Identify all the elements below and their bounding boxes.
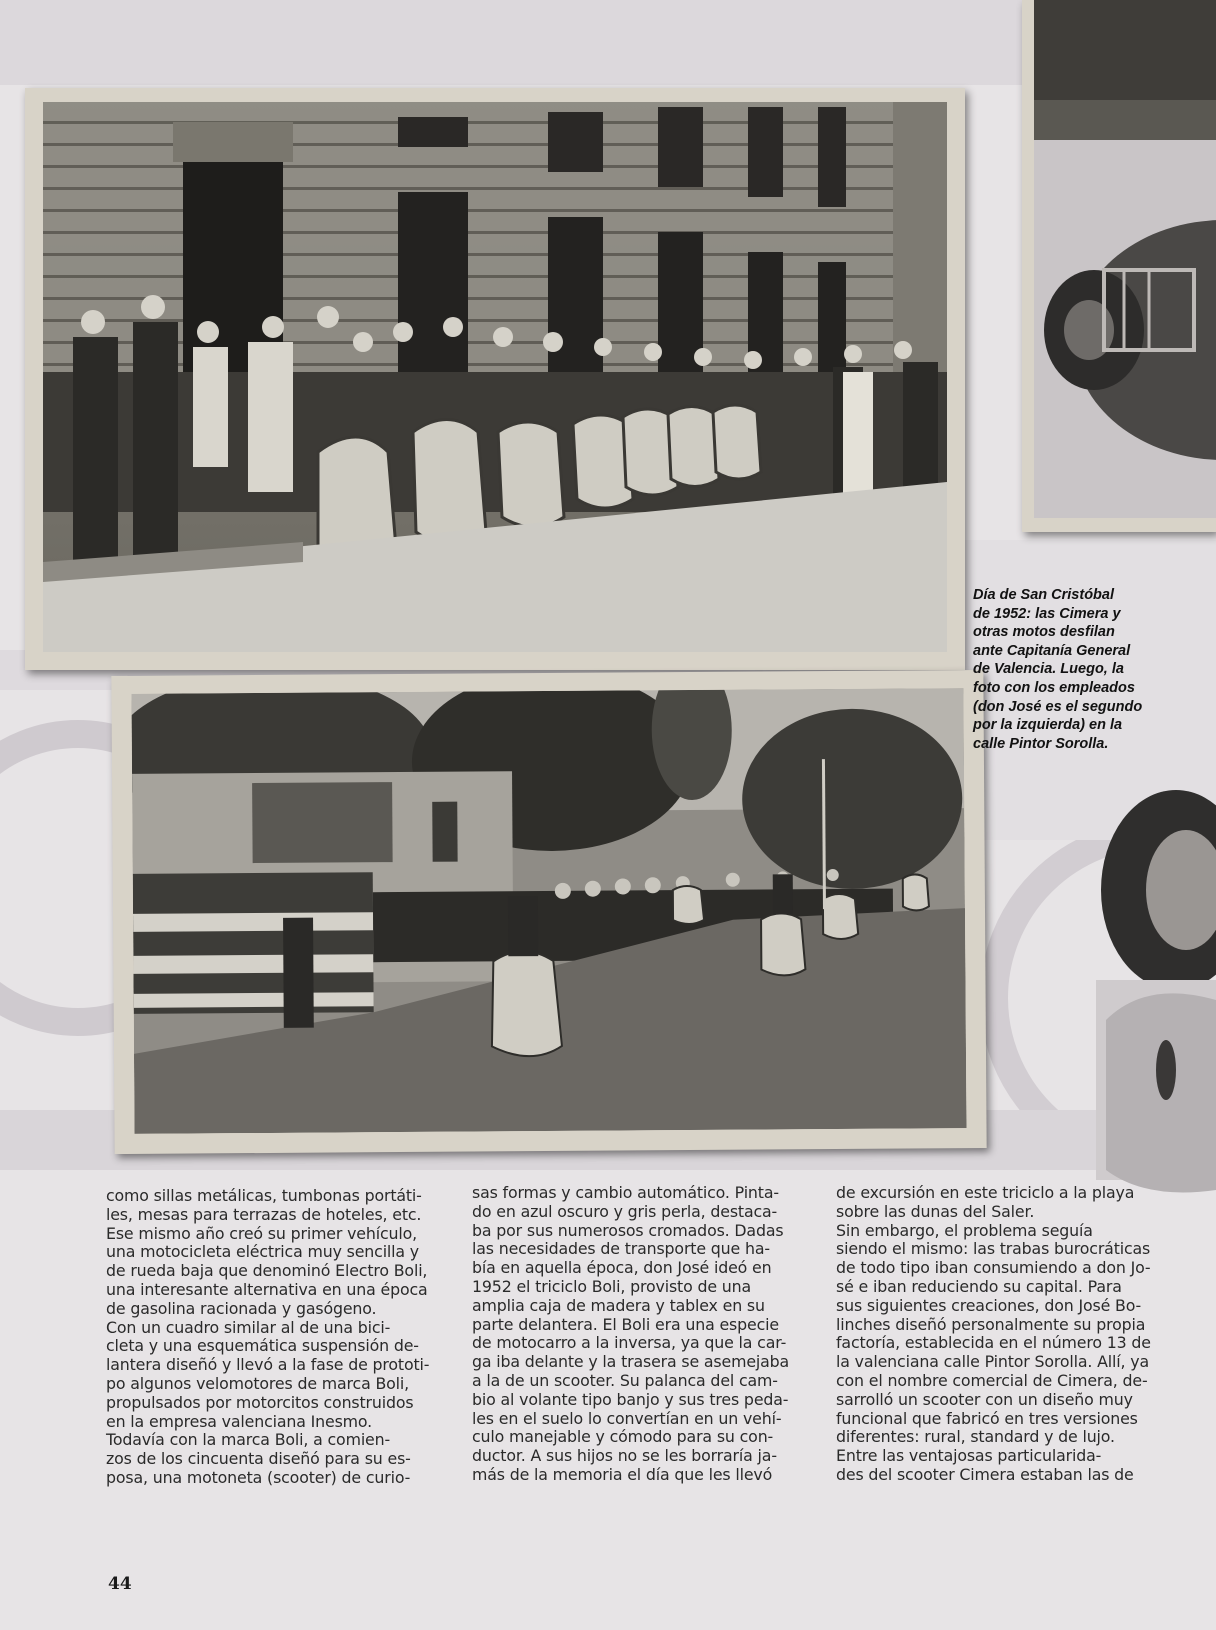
text-line: siendo el mismo: las trabas burocráticas xyxy=(836,1239,1151,1259)
photo-parade xyxy=(111,670,986,1154)
text-line: con el nombre comercial de Cimera, de- xyxy=(836,1370,1148,1390)
text-line: a la de un scooter. Su palanca del cam- xyxy=(472,1370,778,1390)
scooter-rear-detail-image xyxy=(1034,0,1216,518)
text-line: 1952 el triciclo Boli, provisto de una xyxy=(472,1276,752,1296)
text-line: cleta y una esquemática suspensión de- xyxy=(106,1336,419,1356)
text-line: ductor. A sus hijos no se les borraría ja- xyxy=(472,1446,777,1466)
text-line: sobre las dunas del Saler. xyxy=(836,1201,1035,1221)
body-text-column-3 xyxy=(836,1184,1166,1485)
text-line: de excursión en este triciclo a la playa xyxy=(836,1183,1135,1202)
caption-line: calle Pintor Sorolla. xyxy=(973,735,1109,752)
caption-line: (don José es el segundo xyxy=(973,698,1143,715)
text-line: bía en aquella época, don José ideó en xyxy=(472,1258,772,1278)
text-line: parte delantera. El Boli era una especie xyxy=(472,1314,779,1334)
text-line: de rueda baja que denominó Electro Boli, xyxy=(106,1261,428,1281)
text-line: de motocarro a la inversa, ya que la car- xyxy=(472,1333,787,1353)
text-line: más de la memoria el día que les llevó xyxy=(472,1464,773,1484)
caption-line: otras motos desfilan xyxy=(973,624,1115,641)
text-line: ga iba delante y la trasera se asemejaba xyxy=(472,1352,790,1372)
photo-employee-group xyxy=(25,88,965,670)
photo-caption xyxy=(973,586,1159,753)
caption-line: ante Capitanía General xyxy=(973,642,1131,659)
text-line: la valenciana calle Pintor Sorolla. Allí, ya xyxy=(836,1352,1149,1372)
text-line: sarrolló un scooter con un diseño muy xyxy=(836,1389,1133,1409)
text-line: propulsados por motorcitos construidos xyxy=(106,1392,414,1412)
caption-line: Día de San Cristóbal xyxy=(973,587,1115,603)
page-number: 44 xyxy=(108,1574,132,1594)
text-line: como sillas metálicas, tumbonas portáti- xyxy=(106,1186,422,1205)
text-line: les, mesas para terrazas de hoteles, etc. xyxy=(106,1204,422,1224)
text-line: des del scooter Cimera estaban las de xyxy=(836,1464,1134,1484)
text-line: Entre las ventajosas particularida- xyxy=(836,1446,1102,1466)
caption-line: foto con los empleados xyxy=(973,679,1135,696)
text-line: sus siguientes creaciones, don José Bo- xyxy=(836,1295,1142,1315)
text-line: en la empresa valenciana Inesmo. xyxy=(106,1411,373,1431)
text-line: de todo tipo iban consumiendo a don Jo- xyxy=(836,1258,1151,1278)
text-line: Ese mismo año creó su primer vehículo, xyxy=(106,1223,417,1243)
text-line: linches diseñó personalmente su propia xyxy=(836,1314,1146,1334)
text-line: amplia caja de madera y tablex en su xyxy=(472,1295,765,1315)
text-line: funcional que fabricó en tres versiones xyxy=(836,1408,1138,1428)
text-line: Con un cuadro similar al de una bici- xyxy=(106,1317,391,1337)
caption-line: de Valencia. Luego, la xyxy=(973,661,1124,678)
text-line: posa, una motoneta (scooter) de curio- xyxy=(106,1467,411,1487)
text-line: factoría, establecida en el número 13 de xyxy=(836,1333,1151,1353)
text-line: po algunos velomotores de marca Boli, xyxy=(106,1373,410,1393)
text-line: sas formas y cambio automático. Pinta- xyxy=(472,1183,779,1202)
text-line: una interesante alternativa en una época xyxy=(106,1279,428,1299)
text-line: las necesidades de transporte que ha- xyxy=(472,1239,770,1259)
text-line: de gasolina racionada y gasógeno. xyxy=(106,1298,377,1318)
scooter-wheel-detail-image xyxy=(1056,790,1216,1210)
body-text-column-1 xyxy=(106,1187,436,1488)
text-line: sé e iban reduciendo su capital. Para xyxy=(836,1276,1122,1296)
caption-line: de 1952: las Cimera y xyxy=(973,605,1121,622)
text-line: una motocicleta eléctrica muy sencilla y xyxy=(106,1242,420,1262)
text-line: bio al volante tipo banjo y sus tres peda- xyxy=(472,1389,789,1409)
employee-group-with-scooters-image xyxy=(43,102,947,652)
parade-of-scooters-image xyxy=(131,688,966,1134)
caption-line: por la izquierda) en la xyxy=(973,717,1123,734)
text-line: do en azul oscuro y gris perla, destaca- xyxy=(472,1201,778,1221)
photo-scooter-wheel xyxy=(1056,790,1216,1210)
photo-scooter-rear xyxy=(1022,0,1216,532)
text-line: les en el suelo lo convertían en un vehí- xyxy=(472,1408,782,1428)
text-line: Todavía con la marca Boli, a comien- xyxy=(106,1430,391,1450)
text-line: ba por sus numerosos cromados. Dadas xyxy=(472,1220,784,1240)
text-line: zos de los cincuenta diseñó para su es- xyxy=(106,1449,411,1469)
body-text-column-2 xyxy=(472,1184,802,1485)
text-line: culo manejable y cómodo para su con- xyxy=(472,1427,774,1447)
text-line: diferentes: rural, standard y de lujo. xyxy=(836,1427,1115,1447)
text-line: lantera diseñó y llevó a la fase de prototi- xyxy=(106,1355,430,1375)
text-line: Sin embargo, el problema seguía xyxy=(836,1220,1093,1240)
